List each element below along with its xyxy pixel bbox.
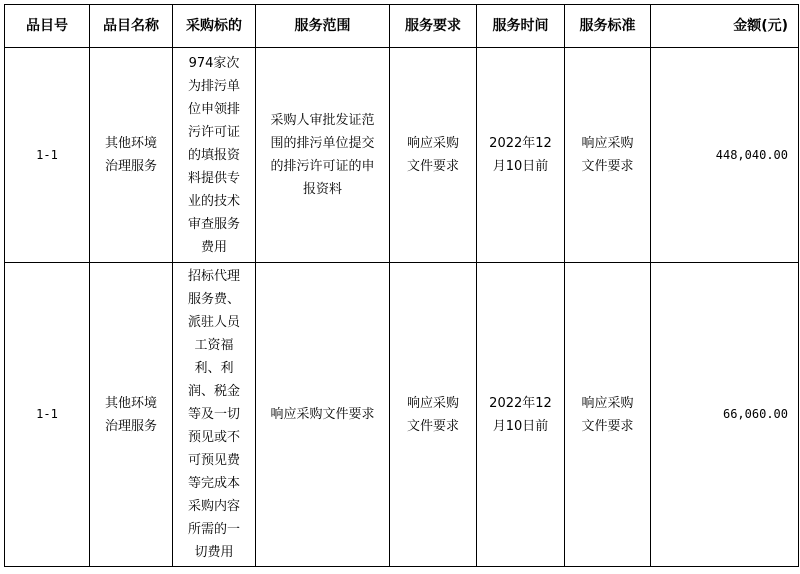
cell-requirement-text: 响应采购文件要求 (406, 136, 459, 174)
cell-time-text: 2022年12月10日前 (489, 136, 552, 174)
header-standard: 服务标准 (565, 5, 651, 48)
cell-time (477, 263, 565, 567)
header-time: 服务时间 (477, 5, 565, 48)
cell-standard-text: 响应采购文件要求 (581, 395, 634, 434)
cell-name (90, 48, 173, 263)
cell-requirement (390, 263, 477, 567)
cell-requirement (390, 48, 477, 263)
cell-code: 1-1 (5, 48, 90, 263)
cell-scope (256, 48, 390, 263)
cell-target (173, 263, 256, 567)
table-row (5, 48, 799, 263)
cell-standard (565, 263, 651, 567)
cell-target (173, 48, 256, 263)
cell-code: 1-1 (5, 263, 90, 567)
cell-scope (256, 263, 390, 567)
cell-time (477, 48, 565, 263)
cell-amount: 448,040.00 (651, 48, 799, 263)
cell-time-text: 2022年12月10日前 (489, 395, 552, 434)
procurement-table (4, 4, 799, 567)
header-amount: 金额(元) (651, 5, 799, 48)
cell-scope-text: 采购人审批发证范围的排污单位提交的排污许可证的申报资料 (270, 113, 375, 197)
cell-standard (565, 48, 651, 263)
table-row (5, 263, 799, 567)
cell-target-text: 招标代理服务费、派驻人员工资福利、利润、税金等及一切预见或不可预见费等完成本采购内容所需的一切费用 (187, 269, 240, 560)
cell-requirement-text: 响应采购文件要求 (406, 395, 459, 434)
cell-target-text: 974家次为排污单位申领排污许可证的填报资料提供专业的技术审查服务费用 (187, 55, 240, 255)
header-requirement: 服务要求 (390, 5, 477, 48)
header-code: 品目号 (5, 5, 90, 48)
cell-name-text: 其他环境治理服务 (104, 395, 157, 434)
header-target: 采购标的 (173, 5, 256, 48)
cell-name-text: 其他环境治理服务 (104, 136, 157, 174)
cell-name (90, 263, 173, 567)
cell-scope-text: 响应采购文件要求 (270, 407, 375, 422)
header-scope: 服务范围 (256, 5, 390, 48)
cell-amount: 66,060.00 (651, 263, 799, 567)
header-row (5, 5, 799, 48)
cell-standard-text: 响应采购文件要求 (581, 136, 634, 174)
header-name: 品目名称 (90, 5, 173, 48)
